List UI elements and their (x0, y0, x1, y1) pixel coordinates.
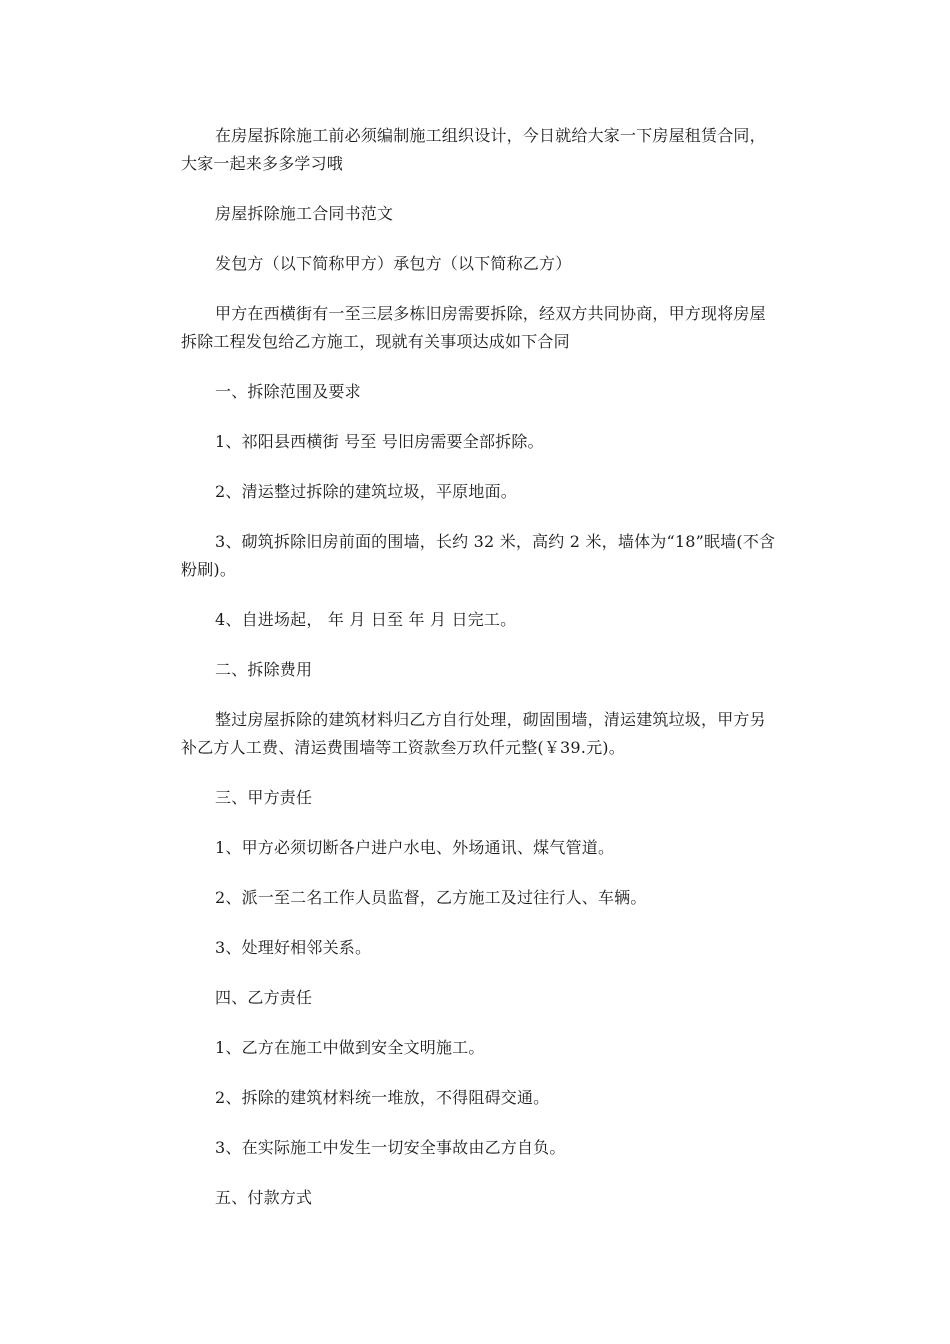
scope-item-1: 1、祁阳县西横街 号至 号旧房需要全部拆除。 (215, 432, 544, 451)
party-b-item-2: 2、拆除的建筑材料统一堆放，不得阻碍交通。 (215, 1088, 550, 1107)
scope-item-4: 4、自进场起， 年 月 日至 年 月 日完工。 (215, 610, 517, 629)
scope-item-2: 2、清运整过拆除的建筑垃圾，平原地面。 (215, 482, 517, 501)
section-heading-payment: 五、付款方式 (215, 1188, 313, 1207)
party-b-item-3: 3、在实际施工中发生一切安全事故由乙方自负。 (215, 1138, 566, 1157)
section-heading-fees: 二、拆除费用 (215, 660, 313, 679)
party-a-item-2: 2、派一至二名工作人员监督，乙方施工及过往行人、车辆。 (215, 888, 647, 907)
document-body (181, 122, 781, 1234)
preamble-paragraph: 甲方在西横街有一至三层多栋旧房需要拆除，经双方共同协商，甲方现将房屋拆除工程发包给乙方施工，现就有关事项达成如下合同 (181, 304, 766, 351)
section-heading-party-b: 四、乙方责任 (215, 988, 313, 1007)
section-heading-party-a: 三、甲方责任 (215, 788, 313, 807)
party-a-item-3: 3、处理好相邻关系。 (215, 938, 372, 957)
party-b-item-1: 1、乙方在施工中做到安全文明施工。 (215, 1038, 485, 1057)
intro-paragraph: 在房屋拆除施工前必须编制施工组织设计，今日就给大家一下房屋租赁合同，大家一起来多多学习哦 (181, 126, 766, 173)
parties-line: 发包方（以下简称甲方）承包方（以下简称乙方） (215, 254, 572, 273)
scope-item-3: 3、砌筑拆除旧房前面的围墙，长约 32 米，高约 2 米，墙体为“18”眠墙(不含粉刷)。 (181, 532, 776, 579)
section-heading-scope: 一、拆除范围及要求 (215, 382, 361, 401)
party-a-item-1: 1、甲方必须切断各户进户水电、外场通讯、煤气管道。 (215, 838, 615, 857)
document-title: 房屋拆除施工合同书范文 (215, 204, 394, 223)
fees-paragraph: 整过房屋拆除的建筑材料归乙方自行处理，砌固围墙，清运建筑垃圾，甲方另补乙方人工费、清运费围墙等工资款叁万玖仟元整(￥39.元)。 (181, 710, 766, 757)
